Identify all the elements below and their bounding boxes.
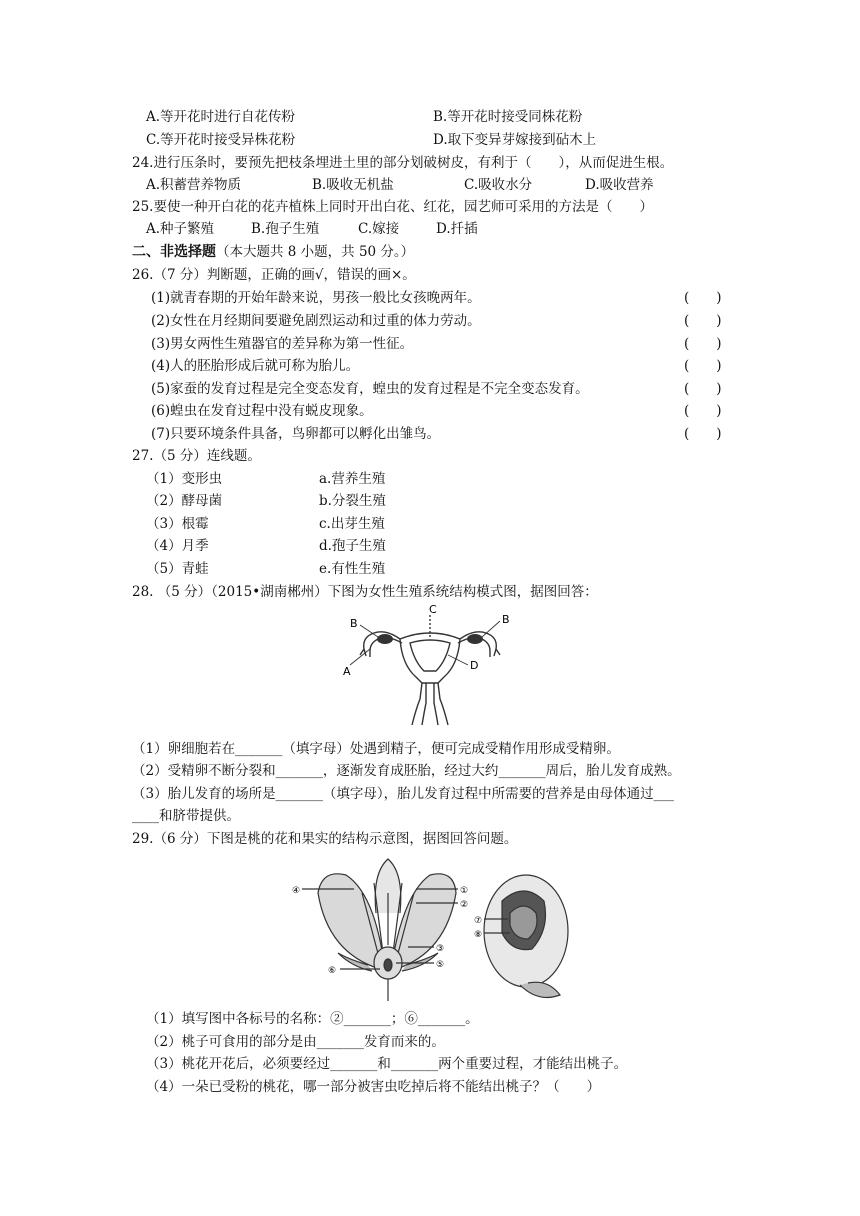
q28-line-1: （1）卵细胞若在_______（填字母）处遇到精子，便可完成受精作用形成受精卵。 bbox=[132, 741, 620, 757]
q26-item-4: (4)人的胚胎形成后就可称为胎儿。 bbox=[151, 358, 360, 374]
right-ovary bbox=[467, 634, 483, 644]
q24-option-a: A.积蓄营养物质 bbox=[146, 177, 242, 193]
q28-line-4: ____和脐带提供。 bbox=[132, 808, 240, 824]
q26-item-2: (2)女性在月经期间要避免剧烈运动和过重的体力劳动。 bbox=[151, 313, 481, 329]
q27-left-item: （1）变形虫 bbox=[146, 471, 223, 487]
female-reproductive-diagram bbox=[340, 603, 520, 729]
q28-line-2: （2）受精卵不断分裂和_______，逐渐发育成胚胎，经过大约_______周后，胎儿发育成熟。 bbox=[132, 763, 681, 779]
q27-stem: 27.（5 分）连线题。 bbox=[132, 448, 261, 464]
flower-label-3: ③ bbox=[436, 944, 445, 954]
q28-stem: 28. （5 分）（2015•湖南郴州）下图为女性生殖系统结构模式图，据图回答： bbox=[132, 584, 598, 600]
q28-line-3: （3）胎儿发育的场所是_______（填字母），胎儿发育过程中所需要的营养是由母体通过___ bbox=[132, 786, 674, 802]
q25-option-b: B.孢子生殖 bbox=[251, 221, 320, 237]
q27-right-item: d.孢子生殖 bbox=[319, 538, 386, 554]
q24-option-c: C.吸收水分 bbox=[464, 177, 533, 193]
q29-line-1: （1）填写图中各标号的名称：②_______；⑥_______。 bbox=[146, 1011, 479, 1027]
q23-option-b: B.等开花时接受同株花粉 bbox=[433, 109, 583, 125]
diagram-label-a: A bbox=[343, 665, 351, 678]
q26-answer-paren: ( ) bbox=[684, 426, 722, 442]
section-note: （本大题共 8 小题，共 50 分。） bbox=[216, 244, 415, 260]
q26-answer-paren: ( ) bbox=[684, 336, 722, 352]
q24-option-d: D.吸收营养 bbox=[585, 177, 654, 193]
q27-left-item: （3）根霉 bbox=[146, 516, 209, 532]
left-ovary bbox=[377, 634, 393, 644]
flower-label-6: ⑥ bbox=[328, 966, 337, 976]
q25-stem: 25.要使一种开白花的花卉植株上同时开出白花、红花，园艺师可采用的方法是（ ） bbox=[132, 199, 653, 215]
flower-label-2: ② bbox=[460, 900, 469, 910]
flower-label-1: ① bbox=[460, 886, 469, 896]
section-title: 二、非选择题 bbox=[132, 244, 216, 260]
fruit-label-7: ⑦ bbox=[474, 916, 483, 926]
section-heading bbox=[132, 243, 414, 261]
q26-answer-paren: ( ) bbox=[684, 290, 722, 306]
fruit-label-8: ⑧ bbox=[474, 930, 483, 940]
q26-answer-paren: ( ) bbox=[684, 403, 722, 419]
q27-left-item: （4）月季 bbox=[146, 538, 209, 554]
q23-option-a: A.等开花时进行自花传粉 bbox=[146, 109, 296, 125]
diagram-label-b-right: B bbox=[502, 613, 510, 626]
q26-item-7: (7)只要环境条件具备，鸟卵都可以孵化出雏鸟。 bbox=[151, 426, 441, 442]
q26-stem: 26.（7 分）判断题，正确的画√，错误的画×。 bbox=[132, 267, 416, 283]
q29-line-3: （3）桃花开花后，必须要经过_______和_______两个重要过程，才能结出桃子。 bbox=[146, 1056, 628, 1072]
q26-answer-paren: ( ) bbox=[684, 313, 722, 329]
diagram-label-d: D bbox=[470, 659, 479, 672]
q27-right-item: a.营养生殖 bbox=[319, 471, 386, 487]
q23-option-d: D.取下变异芽嫁接到砧木上 bbox=[433, 132, 597, 148]
q25-option-c: C.嫁接 bbox=[358, 221, 400, 237]
q29-stem: 29.（6 分）下图是桃的花和果实的结构示意图，据图回答问题。 bbox=[132, 831, 518, 847]
diagram-label-b-left: B bbox=[350, 617, 358, 630]
q26-item-1: (1)就青春期的开始年龄来说，男孩一般比女孩晚两年。 bbox=[151, 290, 481, 306]
q24-stem: 24.进行压条时，要预先把枝条埋进土里的部分划破树皮，有利于（ ），从而促进生根。 bbox=[132, 155, 674, 171]
q27-right-item: b.分裂生殖 bbox=[319, 493, 386, 509]
q23-option-c: C.等开花时接受异株花粉 bbox=[146, 132, 296, 148]
q24-option-b: B.吸收无机盐 bbox=[312, 177, 394, 193]
q27-right-item: e.有性生殖 bbox=[319, 561, 386, 577]
q26-item-5: (5)家蚕的发育过程是完全变态发育，蝗虫的发育过程是不完全变态发育。 bbox=[151, 381, 589, 397]
q26-item-6: (6)蝗虫在发育过程中没有蜕皮现象。 bbox=[151, 403, 373, 419]
q26-answer-paren: ( ) bbox=[684, 381, 722, 397]
q25-option-a: A.种子繁殖 bbox=[146, 221, 215, 237]
diagram-label-c: C bbox=[429, 603, 437, 616]
q29-line-4: （4）一朵已受粉的桃花，哪一部分被害虫吃掉后将不能结出桃子？（ ） bbox=[146, 1079, 601, 1095]
q26-item-3: (3)男女两性生殖器官的差异称为第一性征。 bbox=[151, 336, 414, 352]
q27-right-item: c.出芽生殖 bbox=[319, 516, 385, 532]
flower-label-5: ⑤ bbox=[436, 960, 445, 970]
peach-flower-fruit-diagram bbox=[288, 853, 574, 1003]
q27-left-item: （2）酵母菌 bbox=[146, 493, 223, 509]
q25-option-d: D.扦插 bbox=[436, 221, 478, 237]
q27-left-item: （5）青蛙 bbox=[146, 561, 209, 577]
q26-answer-paren: ( ) bbox=[684, 358, 722, 374]
flower-label-4: ④ bbox=[292, 886, 301, 896]
q29-line-2: （2）桃子可食用的部分是由_______发育而来的。 bbox=[146, 1034, 445, 1050]
